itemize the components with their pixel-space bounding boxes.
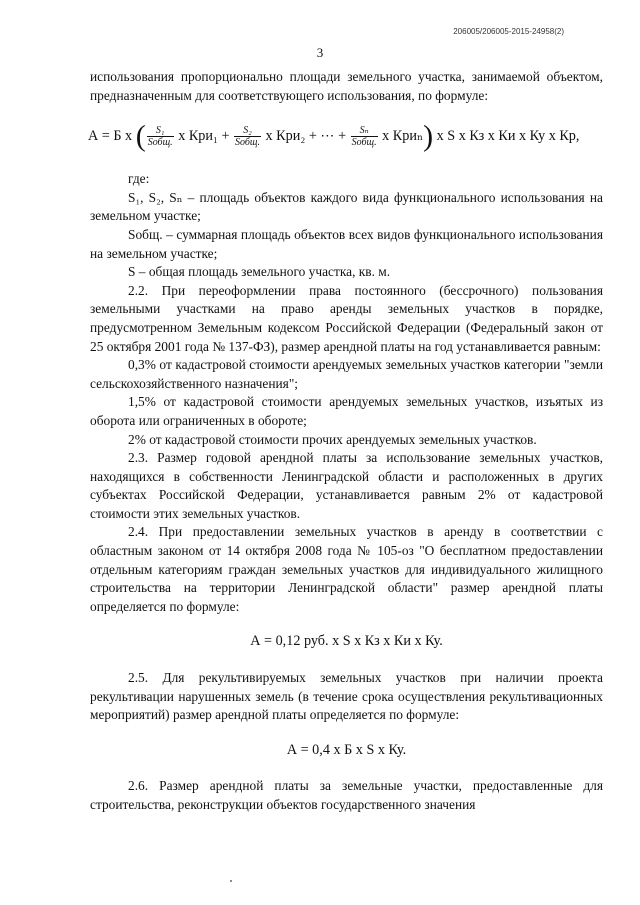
paragraph-2-2-c: 2% от кадастровой стоимости прочих арендуемых земельных участков.	[128, 431, 537, 447]
open-paren: (	[135, 119, 146, 153]
paragraph-2-2-b: 1,5% от кадастровой стоимости арендуемых земельных участков, изъятых из оборота или ограниченных в обороте;	[90, 394, 603, 428]
where-label: где:	[128, 171, 150, 187]
page-number: 3	[316, 45, 324, 60]
document-body	[90, 68, 603, 815]
definition-s-total: Sобщ. – суммарная площадь объектов всех видов функционального использования на земельном участке;	[90, 226, 603, 261]
formula-rent-proportional: А = Б х ( $\frac{\text{S₁}}{\text{Sобщ.}}$ х Кри₁ + $\frac{\text{S₂}}{\text{Sобщ.}}$ х Кри₂ + ⋯ + $\frac{\text{Sₙ}}{\text{Sобщ.}}$ х Криₙ) х S х Кз х Ки х Ку х Кр,	[88, 119, 580, 153]
paragraph-2-4: 2.4. При предоставлении земельных участков в аренду в соответствии с областным законом от 14 октября 2008 года № 105-оз "О бесплатном предоставлении отдельным категориям граждан земельных участков для индивидуального жилищного строительства на территории Ленинградской области" размер арендной платы определяется по формуле:	[90, 524, 603, 614]
formula1-rhs: х S х Кз х Ки х Ку х Кр,	[436, 127, 580, 144]
close-paren: )	[423, 119, 434, 153]
document-id: 206005/206005-2015-24958(2)	[453, 27, 564, 36]
paragraph-2-5: 2.5. Для рекультивируемых земельных участков при наличии проекта рекультивации нарушенных земель (в течение срока осуществления рекультивационных мероприятий) размер арендной платы определяется по формуле:	[90, 670, 603, 723]
fraction-term2: $\frac{\text{S₂}}{\text{Sобщ.}}$	[235, 125, 260, 149]
paragraph-2-2: 2.2. При переоформлении права постоянного (бессрочного) пользования земельными участками на право аренды земельных участков в порядке, предусмотренном Земельным кодексом Российской Федерации (Федеральный закон от 25 октября 2001 года № 137-ФЗ), размер арендной платы на год устанавливается равным:	[90, 282, 603, 354]
formula1-lhs: А = Б х	[88, 127, 133, 144]
definition-s1-s2-sn: S₁, S₂, Sₙ – площадь объектов каждого вида функционального использования на земельном участке;	[90, 189, 603, 224]
fraction-term1: $\frac{\text{S₁}}{\text{Sобщ.}}$	[147, 125, 173, 149]
paragraph-2-6: 2.6. Размер арендной платы за земельные участки, предоставленные для строительства, реконструкции объектов государственного значения	[90, 778, 603, 812]
paragraph-2-2-a: 0,3% от кадастровой стоимости арендуемых земельных участков категории "земли сельскохозяйственного назначения";	[90, 357, 603, 391]
scan-speck	[230, 880, 232, 882]
definition-s: S – общая площадь земельного участка, кв. м.	[128, 264, 391, 280]
formula-recultivation: А = 0,4 х Б х S х Ку.	[286, 741, 407, 758]
intro-paragraph: использования пропорционально площади земельного участка, занимаемой объектом, предназначенным для соответствующего использования, по формуле:	[90, 69, 603, 103]
fraction-termn: $\frac{\text{Sₙ}}{\text{Sобщ.}}$	[351, 125, 377, 149]
formula-rent-free-provision: А = 0,12 руб. х S х Кз х Ки х Ку.	[250, 633, 443, 650]
paragraph-2-3: 2.3. Размер годовой арендной платы за использование земельных участков, находящихся в собственности Ленинградской области и расположенных в других субъектах Российской Федерации, устанавливается равным 2% от кадастровой стоимости этих земельных участков.	[90, 450, 603, 521]
